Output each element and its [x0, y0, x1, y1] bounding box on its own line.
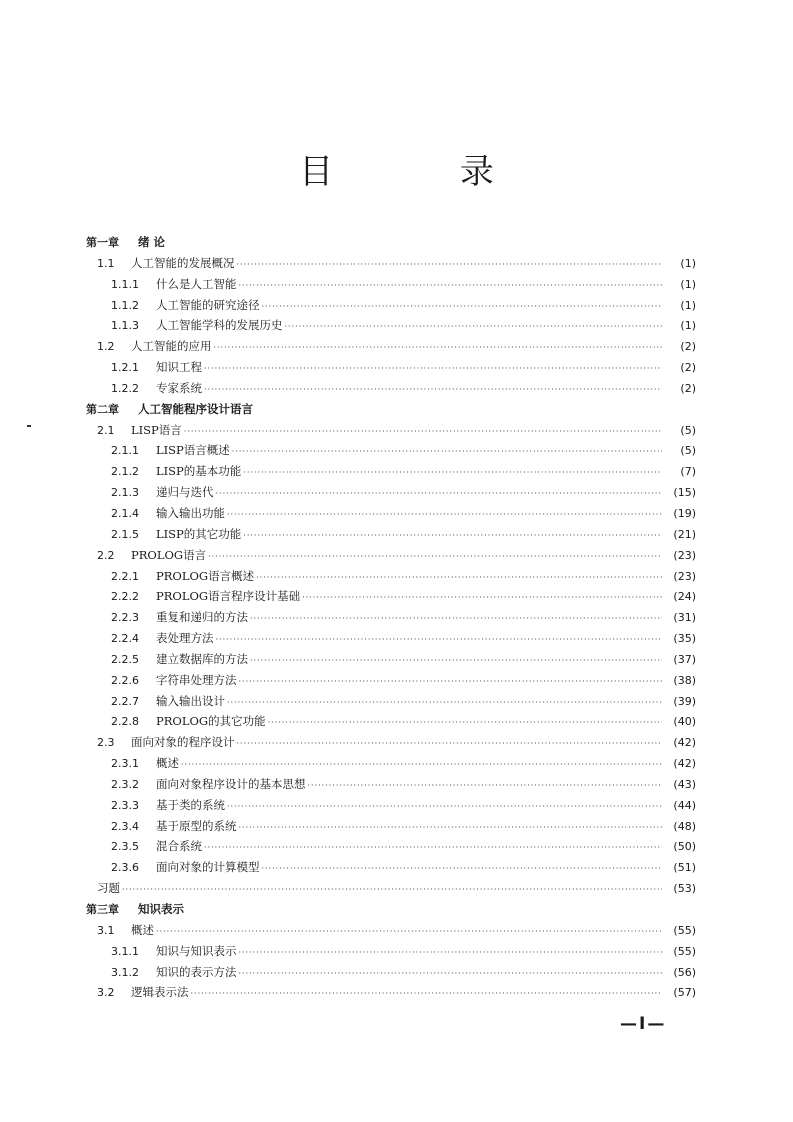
toc-entry-number: 2.2.4 — [111, 632, 139, 646]
toc-entry-number: 2.3.2 — [111, 777, 139, 791]
toc-entry-title: LISP语言概述 — [156, 443, 230, 458]
toc-entry-title: 绪 论 — [138, 235, 166, 249]
toc-entry — [86, 545, 696, 566]
toc-leader-dots — [204, 380, 662, 400]
toc-leader-dots — [227, 693, 662, 713]
toc-leader-dots — [239, 672, 663, 692]
toc-entry-number: 2.1.5 — [111, 527, 139, 541]
toc-entry — [86, 378, 696, 399]
toc-entry-page: (42) — [673, 736, 696, 750]
table-of-contents — [86, 232, 696, 1003]
toc-leader-dots — [208, 547, 662, 567]
toc-entry-title: 人工智能学科的发展历史 — [156, 318, 283, 333]
toc-leader-dots — [308, 776, 663, 796]
toc-entry-number: 1.2.2 — [111, 381, 139, 395]
toc-entry — [86, 253, 696, 274]
toc-leader-dots — [302, 588, 662, 608]
toc-entry-title: 人工智能程序设计语言 — [138, 401, 253, 416]
toc-entry-page: (40) — [673, 715, 696, 729]
toc-entry — [86, 607, 696, 628]
toc-entry-title: 概述 — [156, 756, 179, 771]
toc-entry-title: 概述 — [131, 922, 154, 937]
toc-entry-page: (15) — [673, 486, 696, 500]
toc-entry — [86, 795, 696, 816]
toc-entry-title: 习题 — [97, 881, 120, 896]
toc-entry — [86, 711, 696, 732]
toc-entry-page: (31) — [673, 611, 696, 625]
toc-entry-page: (2) — [680, 340, 696, 354]
toc-entry-number: 2.1.3 — [111, 486, 139, 500]
toc-entry-number: 2.2 — [97, 548, 115, 562]
toc-entry-page: (23) — [673, 569, 696, 583]
toc-entry-title: 基于原型的系统 — [156, 818, 237, 833]
toc-leader-dots — [262, 297, 663, 317]
toc-entry-title: LISP的其它功能 — [156, 526, 242, 541]
toc-entry — [86, 816, 696, 837]
toc-leader-dots — [239, 964, 663, 984]
toc-entry-number: 2.3.4 — [111, 819, 139, 833]
toc-entry — [86, 941, 696, 962]
toc-entry-number: 1.1.1 — [111, 277, 139, 291]
toc-entry-title: PROLOG的其它功能 — [156, 714, 266, 729]
toc-entry — [86, 357, 696, 378]
toc-entry-page: (23) — [673, 548, 696, 562]
toc-entry-title: 面向对象程序设计的基本思想 — [156, 776, 306, 791]
toc-entry-page: (5) — [680, 423, 696, 437]
toc-entry-title: LISP的基本功能 — [156, 464, 242, 479]
toc-entry-title: 混合系统 — [156, 839, 202, 854]
toc-entry — [86, 524, 696, 545]
toc-leader-dots — [181, 755, 662, 775]
toc-entry-title: LISP语言 — [131, 422, 182, 437]
toc-entry-number: 2.3.3 — [111, 798, 139, 812]
toc-entry-page: (51) — [673, 861, 696, 875]
toc-entry-title: 重复和递归的方法 — [156, 610, 248, 625]
toc-entry — [86, 461, 696, 482]
toc-entry-page: (48) — [673, 819, 696, 833]
toc-entry-number: 2.3.1 — [111, 757, 139, 771]
toc-entry — [86, 982, 696, 1003]
toc-entry-page: (56) — [673, 965, 696, 979]
toc-entry-number: 2.1.4 — [111, 506, 139, 520]
toc-entry-number: 1.2 — [97, 340, 115, 354]
toc-leader-dots — [243, 526, 662, 546]
toc-leader-dots — [204, 359, 662, 379]
toc-entry-number: 2.2.5 — [111, 652, 139, 666]
toc-entry — [86, 503, 696, 524]
toc-entry-number: 1.2.1 — [111, 361, 139, 375]
toc-entry-title: PROLOG语言概述 — [156, 568, 255, 583]
toc-entry-number: 1.1 — [97, 256, 115, 270]
toc-entry-title: 字符串处理方法 — [156, 672, 237, 687]
toc-entry-number: 2.3.6 — [111, 861, 139, 875]
toc-entry-title: PROLOG语言 — [131, 547, 207, 562]
toc-leader-dots — [227, 505, 662, 525]
toc-entry — [86, 482, 696, 503]
toc-leader-dots — [239, 818, 663, 838]
toc-chapter-heading — [86, 232, 696, 253]
toc-entry-page: (53) — [673, 882, 696, 896]
toc-entry-number: 2.2.2 — [111, 590, 139, 604]
toc-entry-title: 递归与迭代 — [156, 485, 214, 500]
toc-entry-title: 输入输出设计 — [156, 693, 225, 708]
toc-entry-page: (2) — [680, 381, 696, 395]
toc-entry — [86, 878, 696, 899]
toc-entry-page: (5) — [680, 444, 696, 458]
toc-entry — [86, 566, 696, 587]
toc-leader-dots — [285, 317, 663, 337]
toc-entry — [86, 315, 696, 336]
toc-entry-title: 知识的表示方法 — [156, 964, 237, 979]
toc-entry-page: (19) — [673, 506, 696, 520]
toc-entry-page: (24) — [673, 590, 696, 604]
toc-entry — [86, 732, 696, 753]
toc-entry — [86, 274, 696, 295]
toc-entry — [86, 295, 696, 316]
toc-entry-title: 知识表示 — [138, 902, 184, 916]
toc-entry — [86, 440, 696, 461]
toc-entry-number: 2.1.2 — [111, 465, 139, 479]
toc-leader-dots — [122, 880, 662, 900]
toc-entry-number: 2.2.6 — [111, 673, 139, 687]
toc-entry-page: (1) — [680, 319, 696, 333]
toc-entry — [86, 691, 696, 712]
toc-entry-title: 输入输出功能 — [156, 505, 225, 520]
toc-entry-page: (1) — [680, 256, 696, 270]
toc-leader-dots — [237, 255, 663, 275]
toc-entry — [86, 774, 696, 795]
toc-entry-title: 人工智能的研究途径 — [156, 297, 260, 312]
toc-leader-dots — [214, 338, 663, 358]
toc-entry-number: 2.3.5 — [111, 840, 139, 854]
toc-entry-number: 2.2.7 — [111, 694, 139, 708]
toc-entry-number: 3.1.1 — [111, 944, 139, 958]
toc-entry-number: 2.2.3 — [111, 611, 139, 625]
toc-entry-page: (1) — [680, 298, 696, 312]
toc-entry-title: 表处理方法 — [156, 631, 214, 646]
toc-leader-dots — [184, 422, 662, 442]
toc-leader-dots — [239, 276, 663, 296]
toc-entry-title: 基于类的系统 — [156, 797, 225, 812]
page-number: —I— — [620, 1014, 667, 1034]
toc-chapter-heading — [86, 399, 696, 420]
toc-leader-dots — [250, 651, 662, 671]
toc-entry-number: 第一章 — [86, 236, 119, 249]
toc-entry-title: 知识与知识表示 — [156, 943, 237, 958]
toc-entry-page: (38) — [673, 673, 696, 687]
toc-entry-number: 2.1 — [97, 423, 115, 437]
toc-entry — [86, 336, 696, 357]
toc-entry-page: (50) — [673, 840, 696, 854]
toc-entry-number: 1.1.2 — [111, 298, 139, 312]
toc-leader-dots — [216, 630, 663, 650]
toc-leader-dots — [191, 984, 663, 1004]
toc-entry-page: (57) — [673, 986, 696, 1000]
toc-entry-number: 3.2 — [97, 986, 115, 1000]
toc-entry-number: 1.1.3 — [111, 319, 139, 333]
toc-entry-page: (2) — [680, 361, 696, 375]
toc-leader-dots — [232, 442, 662, 462]
toc-entry — [86, 420, 696, 441]
toc-entry-title: 人工智能的发展概况 — [131, 255, 235, 270]
scan-speck — [27, 425, 31, 427]
toc-entry-number: 第三章 — [86, 903, 119, 916]
toc-entry-title: 逻辑表示法 — [131, 985, 189, 1000]
toc-entry-page: (7) — [680, 465, 696, 479]
toc-leader-dots — [156, 922, 662, 942]
toc-entry-number: 3.1.2 — [111, 965, 139, 979]
toc-entry-title: 专家系统 — [156, 380, 202, 395]
toc-entry-number: 2.2.8 — [111, 715, 139, 729]
toc-leader-dots — [227, 797, 662, 817]
toc-entry-title: 面向对象的计算模型 — [156, 860, 260, 875]
toc-leader-dots — [239, 943, 663, 963]
toc-entry-title: 人工智能的应用 — [131, 339, 212, 354]
toc-entry — [86, 628, 696, 649]
toc-entry-number: 第二章 — [86, 402, 119, 416]
toc-leader-dots — [250, 609, 662, 629]
toc-entry-title: 什么是人工智能 — [156, 276, 237, 291]
toc-entry-page: (21) — [673, 527, 696, 541]
toc-entry-page: (42) — [673, 757, 696, 771]
toc-leader-dots — [216, 484, 663, 504]
page-title: 目 录 — [299, 152, 552, 192]
toc-entry — [86, 670, 696, 691]
toc-leader-dots — [237, 734, 663, 754]
toc-entry-page: (1) — [680, 277, 696, 291]
toc-entry-page: (37) — [673, 652, 696, 666]
toc-entry-number: 2.2.1 — [111, 569, 139, 583]
toc-entry — [86, 753, 696, 774]
toc-entry — [86, 962, 696, 983]
toc-entry-page: (55) — [673, 944, 696, 958]
toc-entry — [86, 857, 696, 878]
toc-entry-page: (35) — [673, 632, 696, 646]
toc-entry-number: 3.1 — [97, 923, 115, 937]
toc-entry-page: (55) — [673, 923, 696, 937]
toc-entry-title: PROLOG语言程序设计基础 — [156, 589, 301, 604]
toc-entry-page: (43) — [673, 777, 696, 791]
toc-entry-number: 2.1.1 — [111, 444, 139, 458]
toc-leader-dots — [262, 859, 663, 879]
toc-entry — [86, 920, 696, 941]
toc-leader-dots — [243, 463, 662, 483]
toc-entry — [86, 836, 696, 857]
toc-leader-dots — [256, 568, 662, 588]
toc-entry-title: 建立数据库的方法 — [156, 651, 248, 666]
toc-entry-page: (44) — [673, 798, 696, 812]
toc-entry-title: 面向对象的程序设计 — [131, 735, 235, 750]
toc-leader-dots — [204, 838, 662, 858]
toc-leader-dots — [268, 713, 662, 733]
toc-entry-title: 知识工程 — [156, 360, 202, 375]
toc-entry-page: (39) — [673, 694, 696, 708]
toc-entry — [86, 586, 696, 607]
toc-entry — [86, 649, 696, 670]
toc-chapter-heading — [86, 899, 696, 920]
toc-entry-number: 2.3 — [97, 736, 115, 750]
